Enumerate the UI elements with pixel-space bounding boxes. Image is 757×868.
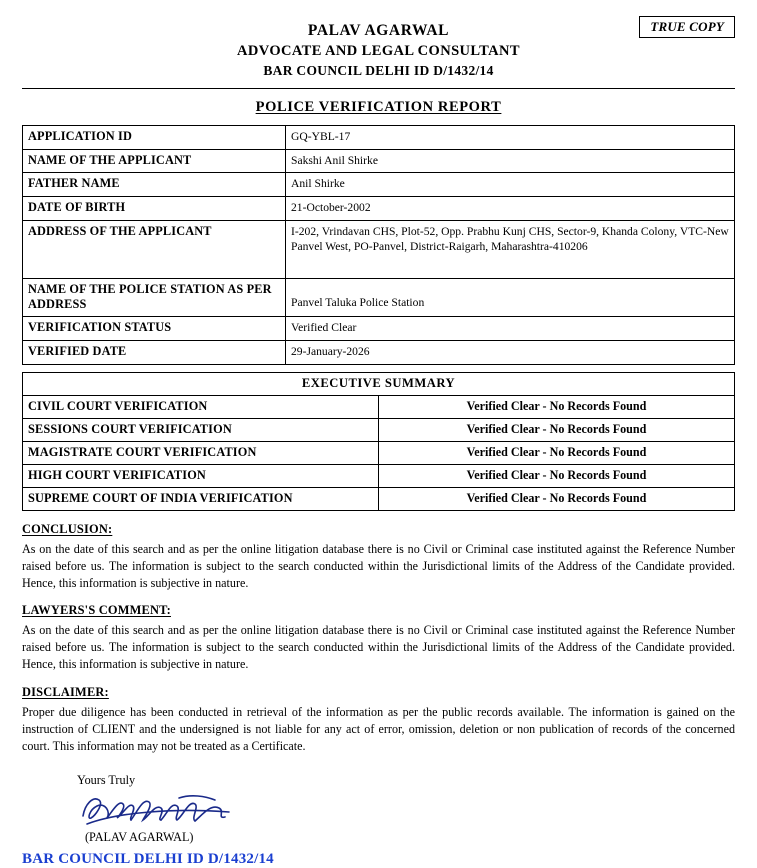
summary-label: SESSIONS COURT VERIFICATION [23,418,379,441]
detail-label: NAME OF THE APPLICANT [23,149,286,173]
applicant-details-table [22,125,735,365]
detail-value: Anil Shirke [286,173,735,197]
table-row [23,418,735,441]
executive-summary-table [22,372,735,511]
detail-value: Panvel Taluka Police Station [286,278,735,317]
detail-value: Verified Clear [286,317,735,341]
footer-bar-council-id: BAR COUNCIL DELHI ID D/1432/14 [22,851,274,868]
detail-label: NAME OF THE POLICE STATION AS PER ADDRESS [23,278,286,317]
table-row [23,395,735,418]
summary-label: CIVIL COURT VERIFICATION [23,395,379,418]
table-row [23,278,735,317]
summary-label: HIGH COURT VERIFICATION [23,464,379,487]
signature-image [79,790,735,830]
signature-block [22,773,735,845]
detail-label: ADDRESS OF THE APPLICANT [23,220,286,278]
closing-salutation: Yours Truly [77,773,136,788]
header-divider [22,88,735,89]
detail-value: 29-January-2026 [286,340,735,364]
detail-value: 21-October-2002 [286,196,735,220]
table-row [23,220,735,278]
table-row [23,196,735,220]
table-row [23,126,735,150]
detail-label: VERIFICATION STATUS [23,317,286,341]
detail-value: Sakshi Anil Shirke [286,149,735,173]
disclaimer-body: Proper due diligence has been conducted in retrieval of the information as per the public records available. The information is gained on the instruction of CLIENT and the undersigned is not liable for any act of error, omission, deletion or non publication of records of the concerned court. This information may not be treated as a Certificate. [22,704,735,753]
letterhead [22,0,735,79]
summary-label: MAGISTRATE COURT VERIFICATION [23,441,379,464]
advocate-bar-council-id: BAR COUNCIL DELHI ID D/1432/14 [263,63,494,78]
detail-label: DATE OF BIRTH [23,196,286,220]
summary-value: Verified Clear - No Records Found [379,487,735,510]
true-copy-label: TRUE COPY [639,16,735,38]
lawyers-comment-title: LAWYERS'S COMMENT: [22,603,171,618]
detail-value: GQ-YBL-17 [286,126,735,150]
advocate-designation: ADVOCATE AND LEGAL CONSULTANT [237,43,520,59]
disclaimer-section [22,685,735,756]
detail-label: APPLICATION ID [23,126,286,150]
signatory-name: (PALAV AGARWAL) [85,830,194,845]
executive-summary-heading: EXECUTIVE SUMMARY [23,372,735,395]
lawyers-comment-section [22,603,735,674]
detail-value: I-202, Vrindavan CHS, Plot-52, Opp. Prabhu Kunj CHS, Sector-9, Khanda Colony, VTC-New Panvel West, PO-Panvel, District-Raigarh, Maharashtra-410206 [286,220,735,278]
detail-label: VERIFIED DATE [23,340,286,364]
summary-value: Verified Clear - No Records Found [379,418,735,441]
table-row [23,340,735,364]
table-row [23,173,735,197]
summary-value: Verified Clear - No Records Found [379,441,735,464]
table-row [23,149,735,173]
summary-label: SUPREME COURT OF INDIA VERIFICATION [23,487,379,510]
conclusion-section [22,522,735,593]
conclusion-body: As on the date of this search and as per the online litigation database there is no Civil or Criminal case instituted against the Reference Number raised before us. The information is subject to the search conducted within the Jurisdictional limits of the Address of the Candidate provided. Hence, this information is subjective in nature. [22,541,735,590]
table-row [23,487,735,510]
table-row [23,464,735,487]
table-row [23,317,735,341]
table-row [23,441,735,464]
lawyers-comment-body: As on the date of this search and as per the online litigation database there is no Civil or Criminal case instituted against the Reference Number raised before us. The information is subject to the search conducted within the Jurisdictional limits of the Address of the Candidate provided. Hence, this information is subjective in nature. [22,623,735,672]
summary-value: Verified Clear - No Records Found [379,395,735,418]
table-row [23,372,735,395]
page-title: POLICE VERIFICATION REPORT [255,99,502,115]
detail-label: FATHER NAME [23,173,286,197]
true-copy-stamp [639,18,735,36]
conclusion-title: CONCLUSION: [22,521,113,536]
advocate-name: PALAV AGARWAL [307,22,450,39]
disclaimer-title: DISCLAIMER: [22,684,109,699]
summary-value: Verified Clear - No Records Found [379,464,735,487]
